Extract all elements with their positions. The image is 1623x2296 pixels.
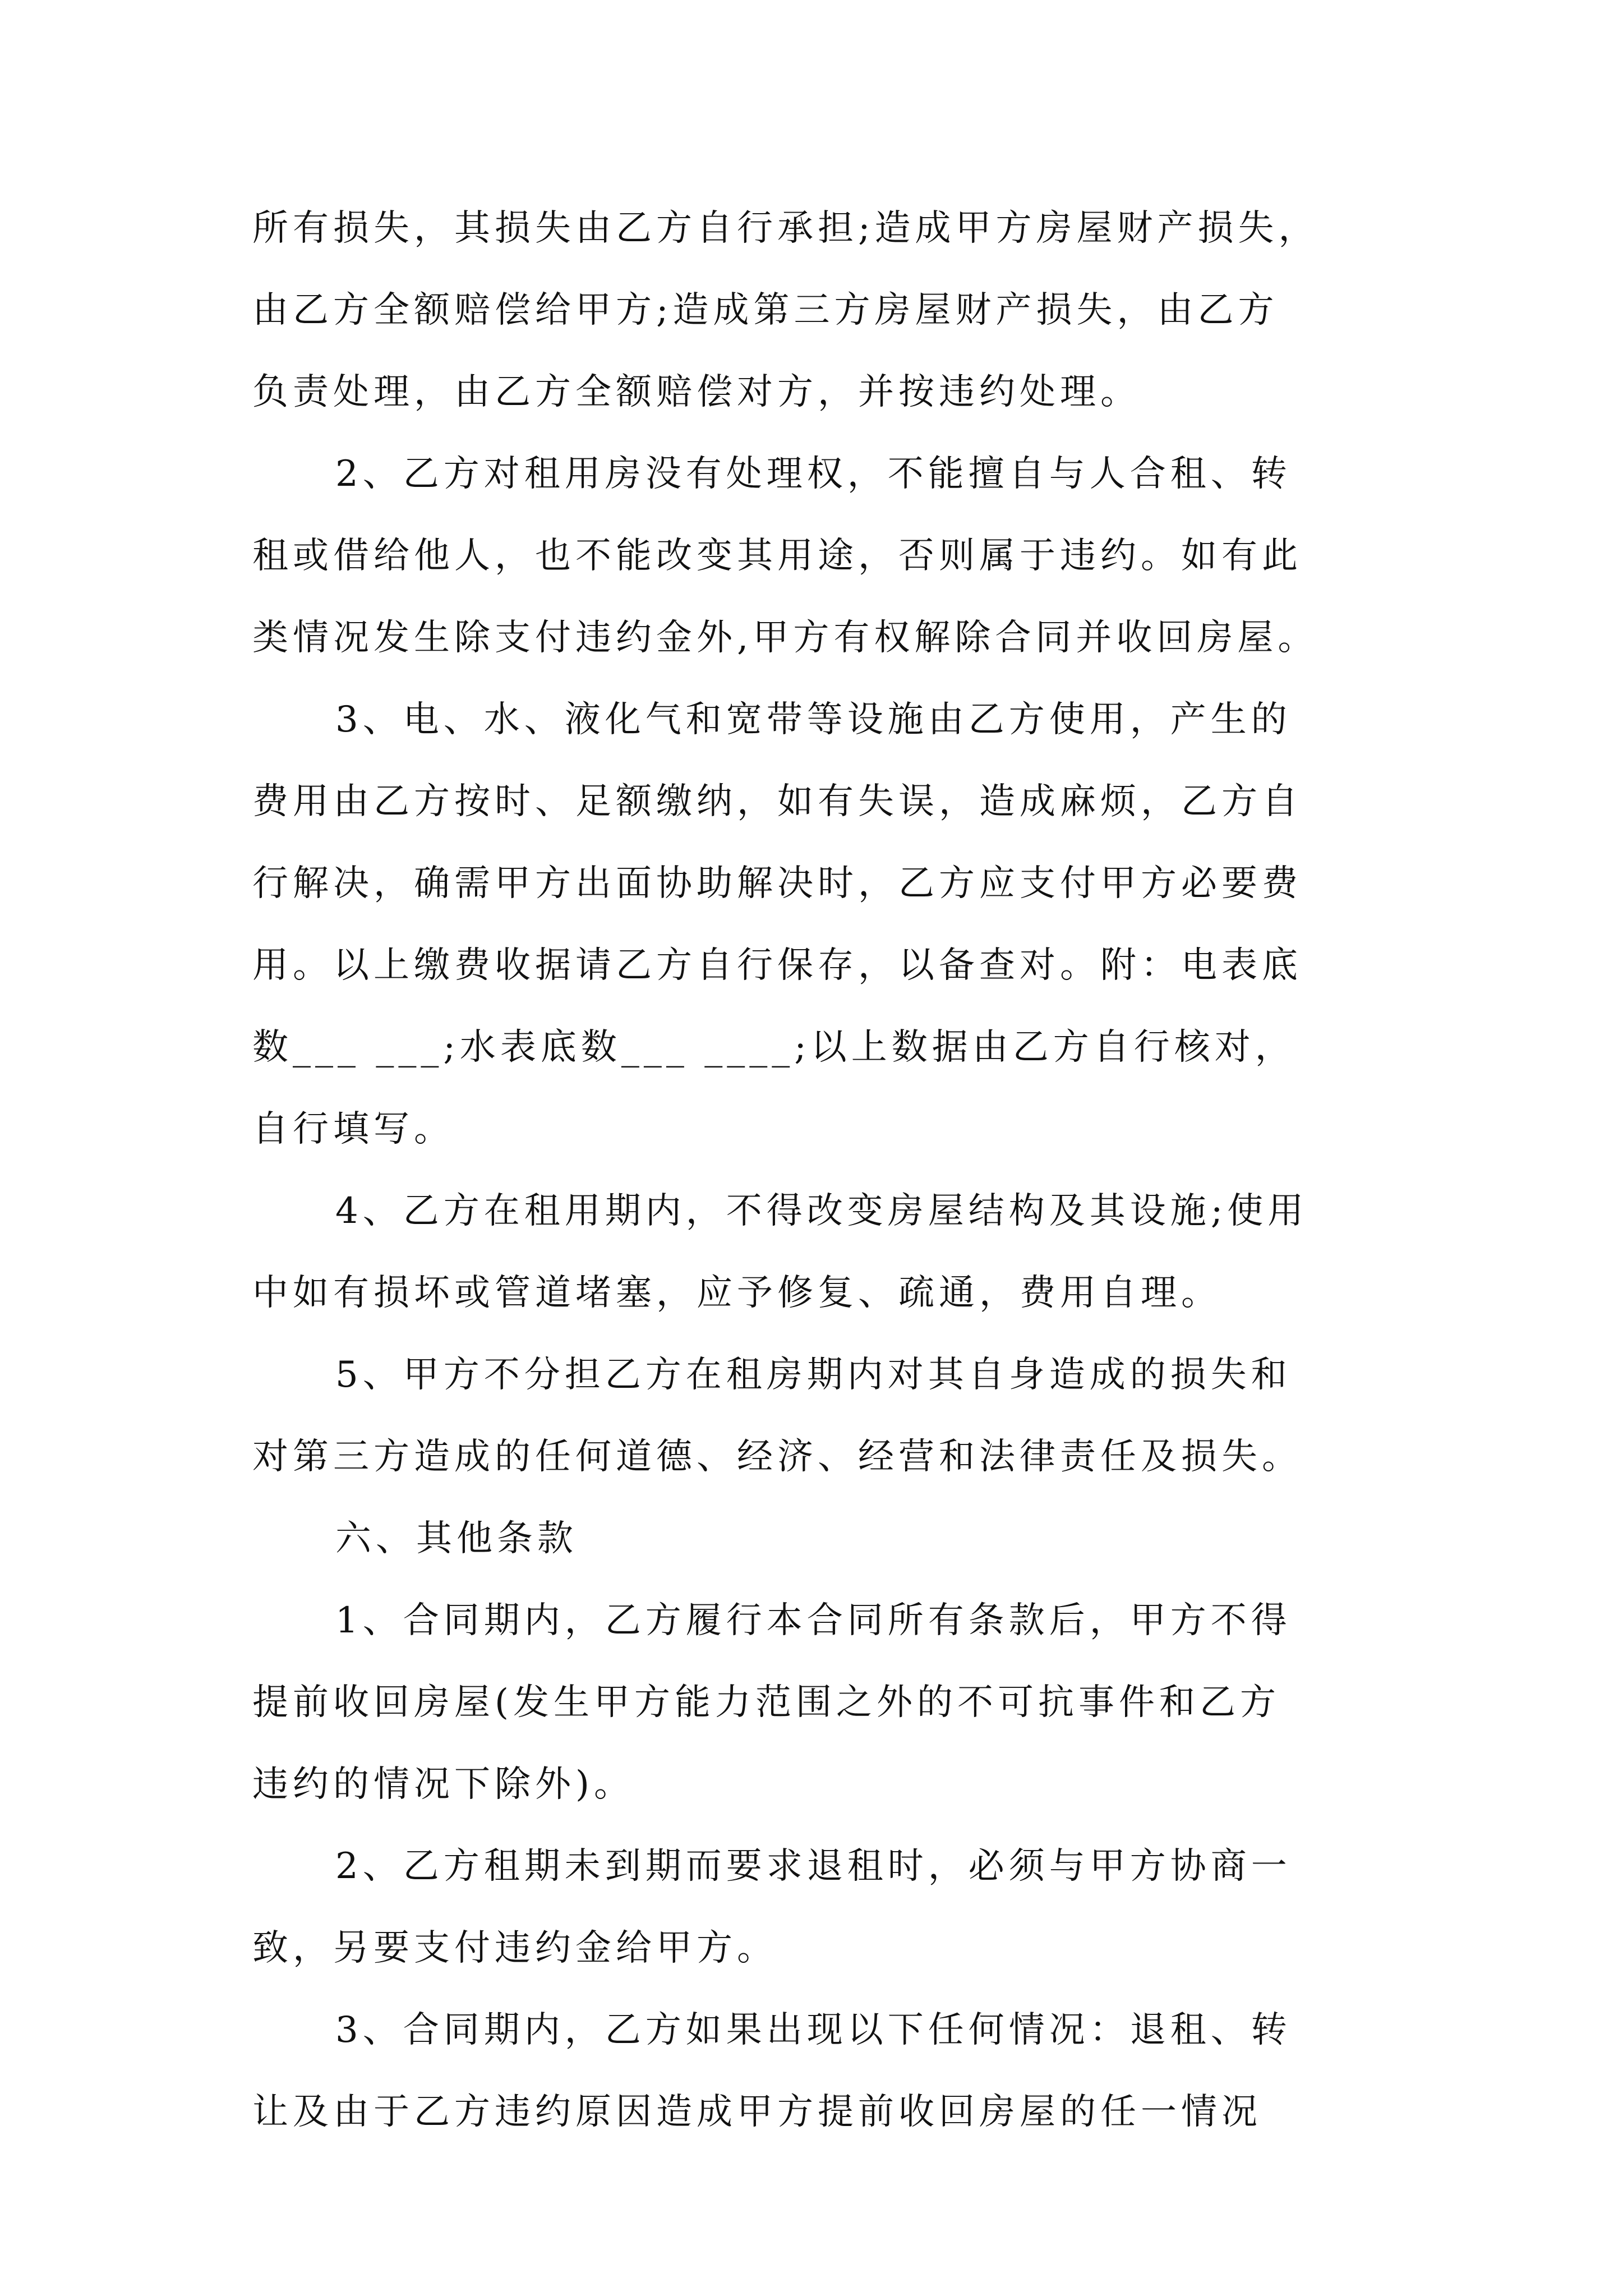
text-line: 所有损失，其损失由乙方自行承担;造成甲方房屋财产损失， [252,208,1319,249]
meter-reading-line: 数___ ___;水表底数___ ____;以上数据由乙方自行核对， [252,1027,1295,1068]
text-line: 租或借给他人，也不能改变其用途，否则属于违约。如有此 [252,535,1302,577]
other-clause-1-start: 1、合同期内，乙方履行本合同所有条款后，甲方不得 [335,1600,1292,1641]
text-line: 让及由于乙方违约原因造成甲方提前收回房屋的任一情况 [252,2091,1262,2133]
text-line: 违约的情况下除外)。 [252,1764,634,1805]
clause-5-start: 5、甲方不分担乙方在租房期内对其自身造成的损失和 [335,1354,1292,1396]
clause-3-start: 3、电、水、液化气和宽带等设施由乙方使用，产生的 [335,699,1292,740]
clause-4-start: 4、乙方在租用期内，不得改变房屋结构及其设施;使用 [335,1190,1308,1232]
text-line: 负责处理，由乙方全额赔偿对方，并按违约处理。 [252,371,1141,413]
clause-2-start: 2、乙方对租用房没有处理权，不能擅自与人合租、转 [335,453,1292,495]
other-clause-2-start: 2、乙方租期未到期而要求退租时，必须与甲方协商一 [335,1846,1292,1887]
text-line: 用。以上缴费收据请乙方自行保存，以备查对。附：电表底 [252,945,1302,986]
text-line: 提前收回房屋(发生甲方能力范围之外的不可抗事件和乙方 [252,1682,1280,1723]
text-line: 类情况发生除支付违约金外,甲方有权解除合同并收回房屋。 [252,617,1318,659]
section-heading-other-terms: 六、其他条款 [335,1518,578,1559]
text-line: 由乙方全额赔偿给甲方;造成第三方房屋财产损失，由乙方 [252,289,1279,331]
text-line: 对第三方造成的任何道德、经济、经营和法律责任及损失。 [252,1436,1302,1478]
document-body [252,206,1391,2172]
text-line: 自行填写。 [252,1108,454,1150]
other-clause-3-start: 3、合同期内，乙方如果出现以下任何情况：退租、转 [335,2009,1292,2051]
text-line: 费用由乙方按时、足额缴纳，如有失误，造成麻烦，乙方自 [252,781,1302,822]
text-line: 行解决，确需甲方出面协助解决时，乙方应支付甲方必要费 [252,863,1302,904]
text-line: 中如有损坏或管道堵塞，应予修复、疏通，费用自理。 [252,1272,1221,1314]
text-line: 致，另要支付违约金给甲方。 [252,1927,777,1969]
